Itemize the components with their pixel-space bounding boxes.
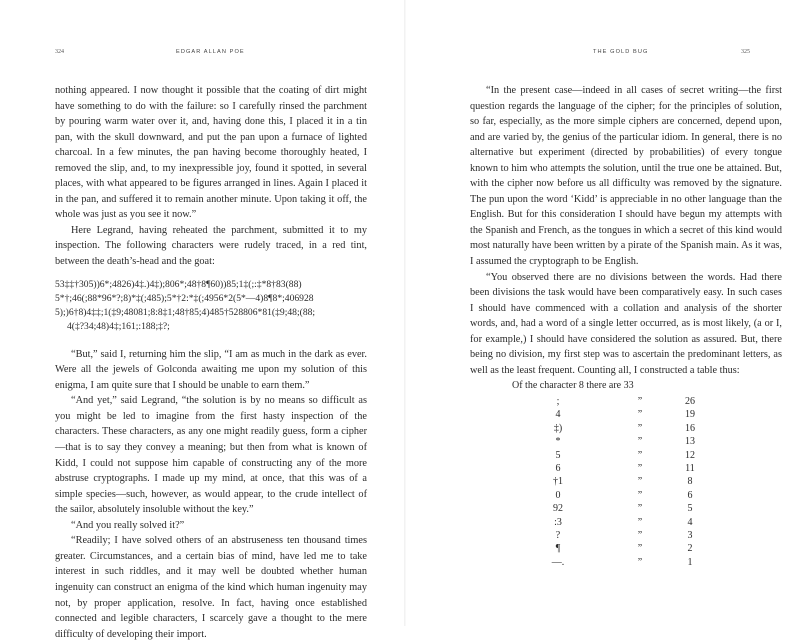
symbol-cell: ‡) xyxy=(553,422,563,434)
count-cell: 19 xyxy=(685,409,695,421)
symbol-cell: —. xyxy=(551,556,565,568)
symbol-cell: ? xyxy=(555,530,561,542)
ditto-cell: ” xyxy=(637,436,643,448)
count-cell: 12 xyxy=(685,449,695,461)
count-cell: 6 xyxy=(687,489,693,501)
table-row xyxy=(506,489,710,502)
ditto-cell: ” xyxy=(637,409,643,421)
count-cell: 5 xyxy=(687,503,693,515)
symbol-cell: * xyxy=(555,436,561,448)
ditto-cell: ” xyxy=(637,463,643,475)
count-cell: 26 xyxy=(685,396,695,407)
table-row xyxy=(506,422,710,435)
symbol-cell: ¶ xyxy=(555,543,561,555)
table-row xyxy=(506,529,710,542)
ditto-cell: ” xyxy=(637,530,643,542)
count-cell: 2 xyxy=(687,543,693,555)
frequency-table xyxy=(506,395,710,569)
paragraph: “But,” said I, returning him the slip, “I am as much in the dark as ever. Were all the jewels of Golconda awaiting me upon my solution of this enigma, I am quite sure that I should be unable to earn them.” xyxy=(55,348,367,391)
left-body-text xyxy=(55,83,367,642)
symbol-cell: ; xyxy=(556,396,560,407)
cipher-block xyxy=(55,278,367,335)
paragraph: “You observed there are no divisions between the words. Had there been divisions the task would have been comparatively easy. In such cases I should have commenced with a collation and analysis of the shorter words, and, had a word of a single letter occurred, as is most likely, (a or I, for example,) I should have considered the solution as assured. But, there being no division, my first step was to ascertain the predominant letters, as well as the least frequent. Counting all, I constructed a table thus: xyxy=(470,271,782,376)
table-row xyxy=(506,408,710,421)
table-row xyxy=(506,516,710,529)
ditto-cell: ” xyxy=(637,449,643,461)
left-page xyxy=(0,0,404,640)
symbol-cell: 92 xyxy=(553,503,563,515)
ditto-cell: ” xyxy=(637,503,643,515)
ditto-cell: ” xyxy=(637,556,643,568)
symbol-cell: 6 xyxy=(555,463,561,475)
ditto-cell: ” xyxy=(637,422,643,434)
table-row xyxy=(506,462,710,475)
count-cell: 3 xyxy=(687,530,693,542)
running-head: EDGAR ALLAN POE xyxy=(176,49,245,55)
paragraph: nothing appeared. I now thought it possible that the coating of dirt might have something to do with the failure: so I carefully rinsed the parchment by pouring warm water over it, and, having done this, I placed it in a tin pan, with the skull downward, and put the pan upon a furnace of lighted charcoal. In a few minutes, the pan having become thoroughly heated, I removed the slip, and, to my inexpressible joy, found it spotted, in several places, with what appeared to be figures arranged in lines. Again I placed it in the pan, and suffered it to remain another minute. Upon taking it off, the whole was just as you see it now.” xyxy=(55,85,367,221)
table-row xyxy=(506,542,710,555)
table-heading: Of the character 8 there are 33 xyxy=(512,380,634,391)
ditto-cell: ” xyxy=(637,543,643,555)
table-row xyxy=(506,449,710,462)
symbol-cell: :3 xyxy=(554,516,562,528)
count-cell: 16 xyxy=(685,422,695,434)
ditto-cell: ” xyxy=(637,476,643,488)
count-cell: 11 xyxy=(685,463,695,475)
right-body-text xyxy=(470,83,782,378)
table-row xyxy=(506,475,710,488)
count-cell: 1 xyxy=(687,556,693,568)
symbol-cell: 0 xyxy=(555,489,561,501)
paragraph: “And you really solved it?” xyxy=(71,519,185,531)
symbol-cell: 4 xyxy=(555,409,561,421)
count-cell: 4 xyxy=(687,516,693,528)
count-cell: 8 xyxy=(687,476,693,488)
paragraph: “Readily; I have solved others of an abstruseness ten thousand times greater. Circumstances, and a certain bias of mind, have led me to take interest in such riddles, and it may well be doubted whether human ingenuity can construct an enigma of the kind which human ingenuity may not, by proper application, resolve. In fact, having once established connected and legible characters, I scarcely gave a thought to the mere difficulty of developing their import. xyxy=(55,535,367,640)
cipher-line: 5);)6†8)4‡‡;1(‡9;48081;8:8‡1;48†85;4)485†528806*81(‡9;48;(88; xyxy=(55,307,316,319)
paragraph: Here Legrand, having reheated the parchment, submitted it to my inspection. The following characters were rudely traced, in a red tint, between the death’s-head and the goat: xyxy=(55,224,367,268)
running-head: THE GOLD BUG xyxy=(593,49,649,55)
cipher-line: 5*†;46(;88*96*?;8)*‡(;485);5*†2:*‡(;4956*2(5*—4)8¶8*;406928 xyxy=(55,292,314,304)
table-row xyxy=(506,395,710,408)
cipher-line: 53‡‡†305))6*;4826)4‡.)4‡);806*;48†8¶60))85;1‡(;:‡*8†83(88) xyxy=(55,278,302,290)
symbol-cell: 5 xyxy=(555,449,561,461)
symbol-cell: †1 xyxy=(553,476,563,488)
table-row xyxy=(506,556,710,569)
cipher-line: 4(‡?34;48)4‡;161;:188;‡?; xyxy=(67,321,170,333)
ditto-cell: ” xyxy=(637,396,643,407)
count-cell: 13 xyxy=(685,436,695,448)
ditto-cell: ” xyxy=(637,516,643,528)
paragraph: “In the present case—indeed in all cases of secret writing—the first question regards the language of the cipher; for the principles of solution, so far, especially, as the more simple ciphers are concerned, depend upon, and are varied by, the genius of the particular idiom. In general, there is no alternative but experiment (directed by probabilities) of every tongue known to him who attempts the solution, until the true one be attained. But, with the cipher now before us all difficulty was removed by the signature. The pun upon the word ‘Kidd’ is appreciable in no other language than the English. But for this consideration I should have begun my attempts with the Spanish and French, as the tongues in which a secret of this kind would most naturally have been written by a pirate of the Spanish main. As it was, I assumed the cryptograph to be English. xyxy=(470,85,782,268)
table-row xyxy=(506,435,710,448)
paragraph: “And yet,” said Legrand, “the solution is by no means so difficult as you might be led to imagine from the first hasty inspection of the characters. These characters, as any one might readily guess, form a cipher—that is to say they convey a meaning; but then from what is known of Kidd, I could not suppose him capable of constructing any of the more abstruse cryptographs. I made up my mind, at once, that this was of a simple species—such, however, as would appear, to the crude intellect of the sailor, absolutely insoluble without the key.” xyxy=(55,395,367,516)
page-number: 324 xyxy=(55,49,64,55)
right-page xyxy=(406,0,810,626)
table-row xyxy=(506,502,710,515)
page-number: 325 xyxy=(741,49,750,55)
ditto-cell: ” xyxy=(637,489,643,501)
